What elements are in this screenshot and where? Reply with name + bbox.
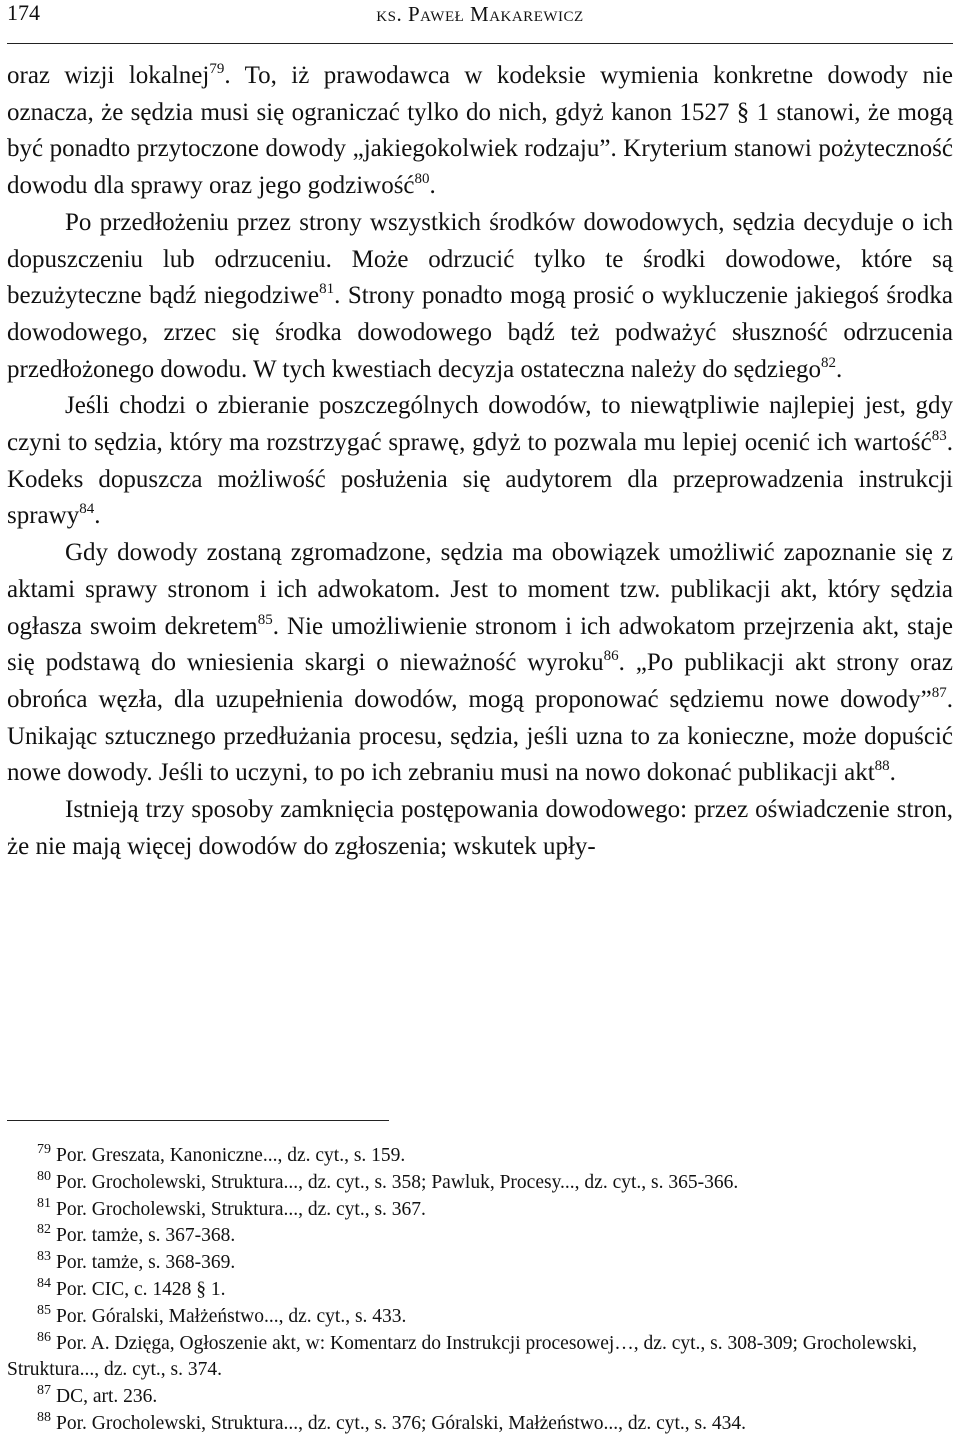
text-run: . To, iż prawodawca w kodeksie wymienia konkretne dowody nie oznacza, że sędzia musi się ograniczać tylko do nich, gdyż kanon 1527 § 1 stanowi, że mogą być ponadto przytoczone dowody „jakiegokolwiek rodzaju”. Kryterium stanowi pożyteczność dowodu dla sprawy oraz jego godziwość — [7, 62, 954, 200]
footnote-number: 85 — [37, 1302, 51, 1318]
paragraph — [7, 535, 953, 792]
text-run: . Unikając sztucznego przedłużania procesu, sędzia, jeśli uzna to za konieczne, może dopuścić nowe dowody. Jeśli to uczyni, to po ich zebraniu musi na nowo dokonać publikacji akt — [7, 685, 953, 787]
footnote-ref[interactable]: 85 — [257, 611, 273, 628]
text-run: . — [836, 355, 843, 383]
text-run: . — [889, 759, 896, 787]
footnote-number: 82 — [37, 1222, 51, 1238]
footnotes — [7, 1143, 953, 1438]
footnote — [7, 1331, 953, 1385]
text-run: Gdy dowody zostaną zgromadzone, sędzia ma obowiązek umożliwić zapoznanie się z aktami sprawy stronom i ich adwokatom. Jest to moment tzw. publikacji akt, który sędzia ogłasza swoim dekretem — [7, 539, 953, 640]
footnote — [7, 1197, 953, 1224]
footnote-text: Por. A. Dzięga, Ogłoszenie akt, w: Komentarz do Instrukcji procesowej…, dz. cyt., s. 308-309; Grocholewski, Struktura..., dz. cyt., s. 374. — [7, 1332, 918, 1381]
footnote — [7, 1384, 953, 1411]
paragraph — [7, 388, 953, 535]
footnote-number: 87 — [37, 1383, 51, 1399]
footnote — [7, 1304, 953, 1331]
footnote-number: 86 — [37, 1329, 51, 1345]
footnote-text: Por. tamże, s. 367-368. — [56, 1225, 236, 1247]
footnote-text: Por. tamże, s. 368-369. — [56, 1252, 236, 1274]
footnote — [7, 1250, 953, 1277]
text-run: . „Po publikacji akt strony oraz obrońca węzła, dla uzupełnienia dowodów, mogą proponować sędziemu nowe dowody” — [7, 649, 953, 713]
footnote-text: Por. Grocholewski, Struktura..., dz. cyt., s. 358; Pawluk, Procesy..., dz. cyt., s. 365-366. — [56, 1171, 739, 1193]
paragraph — [7, 792, 953, 865]
page-header — [7, 0, 953, 40]
text-run: oraz wizji lokalnej — [7, 62, 210, 89]
footnote-ref[interactable]: 79 — [209, 61, 225, 77]
paragraph — [7, 58, 953, 205]
footnote-text: Por. Grocholewski, Struktura..., dz. cyt., s. 376; Góralski, Małżeństwo..., dz. cyt., s. 434. — [56, 1412, 746, 1434]
footnote — [7, 1411, 953, 1438]
footnote-number: 81 — [37, 1195, 51, 1211]
text-run: . — [94, 502, 101, 530]
footnote-ref[interactable]: 82 — [821, 354, 837, 371]
footnote-ref[interactable]: 80 — [414, 171, 430, 188]
text-run: . Strony ponadto mogą prosić o wykluczenie jakiegoś środka dowodowego, zrzec się środka dowodowego bądź też podważyć słuszność odrzucenia przedłożonego dowodu. W tych kwestiach decyzja ostateczna należy do sędziego — [7, 282, 953, 383]
running-head: ks. Paweł Makarewicz — [376, 2, 584, 26]
body-text — [7, 58, 953, 865]
footnote-text: Por. Grocholewski, Struktura..., dz. cyt., s. 367. — [56, 1198, 426, 1220]
footnote-ref[interactable]: 88 — [874, 758, 890, 775]
text-run: Jeśli chodzi o zbieranie poszczególnych dowodów, to niewątpliwie najlepiej jest, gdy czyni to sędzia, który ma rozstrzygać sprawę, gdyż to pozwala mu lepiej ocenić ich wartość — [7, 392, 953, 457]
text-run: . Kodeks dopuszcza możliwość posłużenia się audytorem dla przeprowadzenia instrukcji sprawy — [7, 429, 953, 530]
footnote-text: Por. Góralski, Małżeństwo..., dz. cyt., s. 433. — [56, 1305, 407, 1327]
footnote-separator — [7, 1120, 389, 1121]
footnote — [7, 1223, 953, 1250]
text-run: Istnieją trzy sposoby zamknięcia postępowania dowodowego: przez oświadczenie stron, że nie mają więcej dowodów do zgłoszenia; wskutek upły- — [7, 796, 953, 860]
footnote-ref[interactable]: 87 — [931, 684, 947, 701]
footnote-text: Por. CIC, c. 1428 § 1. — [56, 1278, 226, 1300]
footnote — [7, 1170, 953, 1197]
footnote-ref[interactable]: 86 — [603, 648, 619, 665]
footnote — [7, 1277, 953, 1304]
text-run: . — [429, 172, 436, 200]
footnote-number: 84 — [37, 1275, 51, 1291]
footnote-ref[interactable]: 83 — [931, 428, 947, 445]
footnote — [7, 1143, 953, 1170]
footnote-number: 80 — [37, 1168, 51, 1184]
footnote-ref[interactable]: 81 — [319, 281, 335, 298]
footnote-number: 83 — [37, 1249, 51, 1265]
header-rule — [7, 43, 953, 44]
footnote-number: 88 — [37, 1409, 51, 1425]
footnote-text: DC, art. 236. — [56, 1386, 158, 1408]
page-number: 174 — [7, 0, 40, 25]
footnote-number: 79 — [37, 1142, 51, 1157]
footnote-ref[interactable]: 84 — [79, 501, 95, 518]
text-run: Po przedłożeniu przez strony wszystkich środków dowodowych, sędzia decyduje o ich dopuszczeniu lub odrzuceniu. Może odrzucić tylko te środki dowodowe, które są bezużyteczne bądź niegodziwe — [7, 208, 953, 310]
footnote-text: Por. Greszata, Kanoniczne..., dz. cyt., s. 159. — [56, 1145, 406, 1166]
paragraph — [7, 205, 953, 389]
text-run: . Nie umożliwienie stronom i ich adwokatom przejrzenia akt, staje się podstawą do wniesienia skargi o nieważność wyroku — [7, 612, 953, 677]
